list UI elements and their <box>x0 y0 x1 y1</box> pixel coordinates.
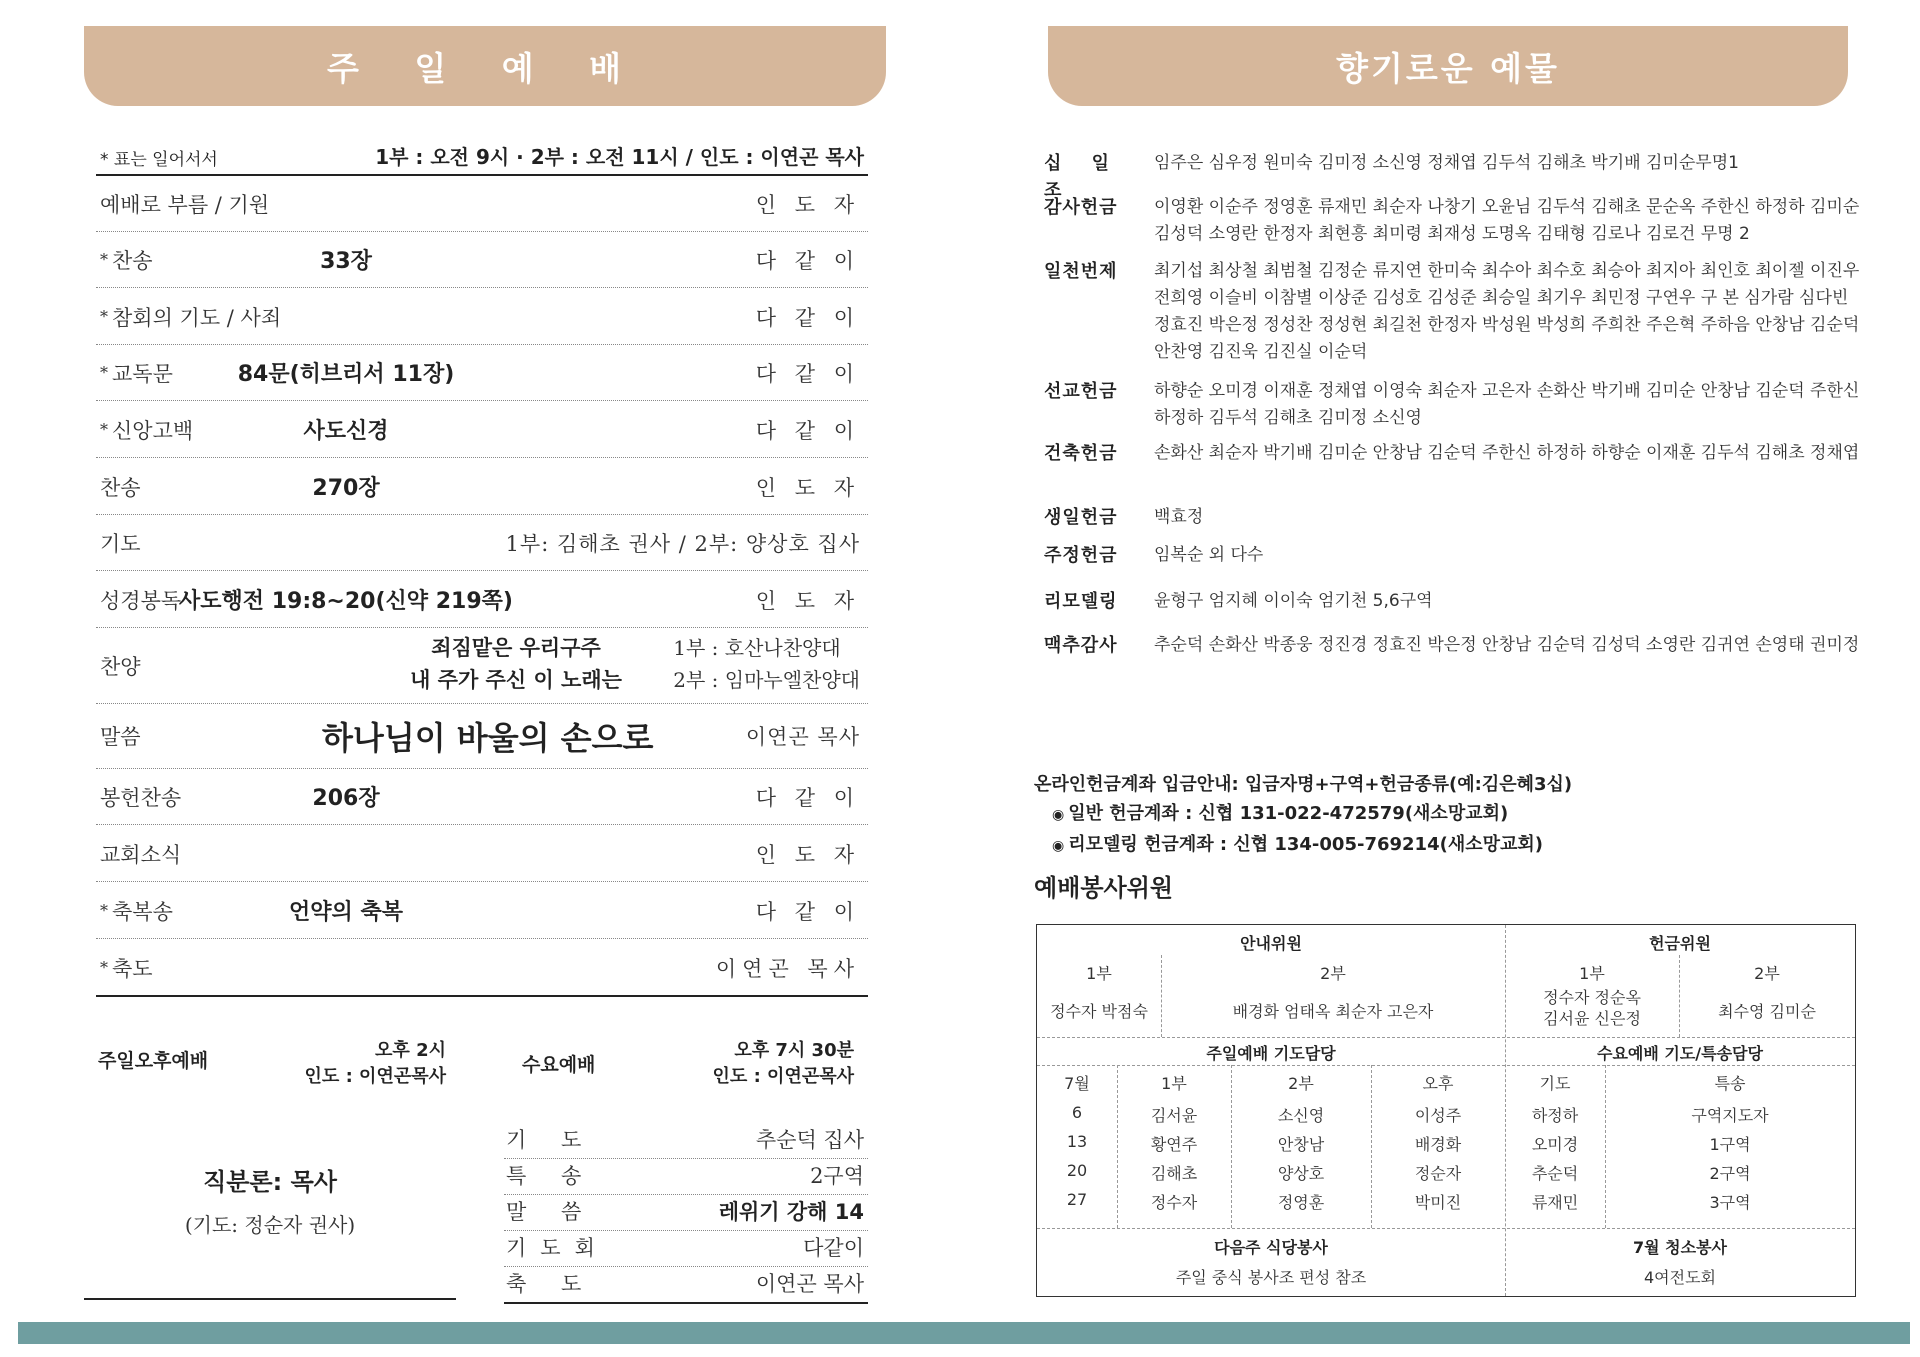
order-row <box>96 176 868 232</box>
standing-mark-icon: * <box>100 420 108 439</box>
order-leader: 인 도 자 <box>755 475 860 500</box>
schedule-cell: 소신영 <box>1277 1106 1325 1125</box>
offering-label: 생일헌금 <box>1044 507 1118 528</box>
standing-mark-icon: * <box>100 958 108 977</box>
schedule-cell: 20 <box>1066 1161 1088 1180</box>
offering-header: 헌금위원 <box>1649 934 1711 953</box>
order-detail: 84문(히브리서 11장) <box>237 362 455 387</box>
sermon-preacher: 이연곤 목사 <box>745 725 860 749</box>
order-leader: 1부: 김해초 권사 / 2부: 양상호 집사 <box>505 531 860 556</box>
prayer-header: 주일예배 기도담당 <box>1206 1044 1336 1063</box>
offering-names: 백효정 <box>1154 507 1204 527</box>
usher-part2-label: 2부 <box>1320 964 1346 983</box>
order-label: * 교독문 <box>100 361 173 386</box>
order-leader: 다 같 이 <box>755 305 860 330</box>
schedule-col-header: 7월 <box>1064 1074 1090 1093</box>
afternoon-service-time: 오후 2시 <box>375 1040 446 1061</box>
schedule-cell: 배경화 <box>1414 1135 1462 1154</box>
order-label: 기도 <box>100 531 141 556</box>
schedule-cell: 27 <box>1066 1190 1088 1209</box>
schedule-cell: 이성주 <box>1414 1106 1462 1125</box>
schedule-cell: 하정하 <box>1531 1106 1579 1125</box>
bullet-icon: ◉ <box>1052 838 1065 854</box>
schedule-cell: 정영훈 <box>1277 1193 1325 1212</box>
order-label: 찬송 <box>100 475 141 500</box>
divider <box>84 1298 456 1300</box>
order-label: 성경봉독 <box>100 588 182 613</box>
order-detail: 33장 <box>320 249 372 274</box>
usher-part1-label: 1부 <box>1086 964 1112 983</box>
volunteer-table <box>1036 924 1856 1297</box>
offering-label: 감사헌금 <box>1044 197 1118 218</box>
offering-label: 선교헌금 <box>1044 381 1118 402</box>
offering-label: 일천번제 <box>1044 261 1118 282</box>
schedule-cell: 김서윤 <box>1150 1106 1198 1125</box>
usher-header: 안내위원 <box>1240 934 1302 953</box>
sermon-series <box>84 1162 456 1238</box>
wednesday-row-value: 다같이 <box>803 1236 864 1260</box>
schedule-cell: 양상호 <box>1277 1164 1325 1183</box>
clean-header: 7월 청소봉사 <box>1633 1238 1727 1257</box>
schedule-cell: 구역지도자 <box>1691 1106 1769 1125</box>
offering-names: 이영환 이순주 정영훈 류재민 최순자 나창기 오윤님 김두석 김해초 문순옥 주한신 하정하 김미순 김성덕 소영란 한정자 최현흥 최미령 최재성 도명옥 김태형 김로나 김로건 무명 2 <box>1154 197 1860 244</box>
wednesday-row-value: 레위기 강해 14 <box>718 1200 864 1224</box>
order-leader: 다 같 이 <box>755 361 860 386</box>
order-label: 교회소식 <box>100 842 182 867</box>
schedule-cell: 13 <box>1066 1132 1088 1151</box>
afternoon-service-leader: 인도 : 이연곤목사 <box>304 1066 446 1087</box>
order-row <box>96 769 868 825</box>
order-row <box>96 459 868 515</box>
order-leader: 인 도 자 <box>755 192 860 217</box>
wednesday-row-label: 기 도 <box>506 1128 596 1152</box>
schedule-cell: 정순자 <box>1414 1164 1462 1183</box>
offering-names: 추순덕 손화산 박종웅 정진경 정효진 박은정 안창남 김순덕 김성덕 소영란 김귀연 손영태 권미정 <box>1154 635 1860 655</box>
offering-label: 십 일 조 <box>1044 153 1122 201</box>
order-label: 예배로 부름 / 기원 <box>100 192 270 217</box>
wednesday-row-value: 추순덕 집사 <box>755 1128 864 1152</box>
wednesday-row-label: 축 도 <box>506 1272 596 1296</box>
offering-label: 맥추감사 <box>1044 635 1118 656</box>
anthem-row <box>96 628 868 704</box>
schedule-cell: 류재민 <box>1531 1193 1579 1212</box>
schedule-cell: 1구역 <box>1709 1135 1751 1154</box>
service-times: 1부 : 오전 9시 · 2부 : 오전 11시 / 인도 : 이연곤 목사 <box>375 145 864 169</box>
order-row <box>96 289 868 345</box>
standing-mark-icon: * <box>100 363 108 382</box>
wednesday-row <box>504 1158 868 1195</box>
order-leader: 이연곤 목사 <box>715 956 860 981</box>
afternoon-service-name: 주일오후예배 <box>98 1050 209 1072</box>
order-label: 말씀 <box>100 725 141 749</box>
wednesday-row <box>504 1230 868 1267</box>
order-detail: 270장 <box>312 476 380 501</box>
standing-note: * 표는 일어서서 <box>100 150 218 170</box>
order-detail: 사도행전 19:8~20(신약 219쪽) <box>179 589 513 614</box>
schedule-cell: 추순덕 <box>1531 1164 1579 1183</box>
clean-value: 4여전도회 <box>1643 1268 1716 1287</box>
order-row <box>96 232 868 288</box>
order-row <box>96 515 868 571</box>
wednesday-service-time: 오후 7시 30분 <box>734 1040 854 1061</box>
offering-names: 하향순 오미경 이재훈 정채엽 이영숙 최순자 고은자 손화산 박기배 김미순 안창남 김순덕 주한신 하정하 김두석 김해초 김미정 소신영 <box>1154 381 1860 428</box>
schedule-cell: 안창남 <box>1277 1135 1325 1154</box>
bullet-icon: ◉ <box>1052 807 1065 823</box>
order-row <box>96 940 868 997</box>
order-label: 봉헌찬송 <box>100 785 182 810</box>
order-row <box>96 883 868 939</box>
offering-label: 건축헌금 <box>1044 443 1118 464</box>
standing-mark-icon: * <box>100 901 108 920</box>
account-remodel: ◉ 리모델링 헌금계좌 : 신협 134-005-769214(새소망교회) <box>1052 834 1543 855</box>
wednesday-row-value: 이연곤 목사 <box>755 1272 864 1296</box>
service-time-row <box>96 140 868 176</box>
order-leader: 다 같 이 <box>755 248 860 273</box>
order-leader: 다 같 이 <box>755 899 860 924</box>
offering-part2-names: 최수영 김미순 <box>1718 1002 1816 1021</box>
standing-mark-icon: * <box>100 250 108 269</box>
wednesday-row <box>504 1266 868 1304</box>
offering-names: 최기섭 최상철 최범철 김정순 류지연 한미숙 최수아 최수호 최승아 최지아 최인호 최이젤 이진우 전희영 이슬비 이참별 이상준 김성호 김성준 최승일 최기우 최민정 구연우 구 본 심가람 심다빈 정효진 박은정 정성찬 정성현 최길천 한정자 박성원 박성희 주희찬 주은혁 주하음 안창남 김순덕 안찬영 김진욱 김진실 이순덕 <box>1154 261 1860 362</box>
sermon-series-note: (기도: 정순자 권사) <box>184 1213 356 1237</box>
account-intro: 온라인헌금계좌 입금안내: 입금자명+구역+헌금종류(예:김은혜3십) <box>1034 774 1573 795</box>
order-detail: 사도신경 <box>303 419 389 444</box>
schedule-cell: 3구역 <box>1709 1193 1751 1212</box>
order-row <box>96 345 868 401</box>
offering-names: 손화산 최순자 박기배 김미순 안창남 김순덕 주한신 하정하 하향순 이재훈 김두석 김해초 정채엽 <box>1154 443 1860 463</box>
wednesday-row <box>504 1194 868 1231</box>
wednesday-row-label: 기도회 <box>506 1236 609 1260</box>
sermon-row <box>96 704 868 769</box>
offering-part1-names: 정수자 정순옥 김서윤 신은정 <box>1543 988 1641 1028</box>
offering-part1-label: 1부 <box>1579 964 1605 983</box>
wednesday-row <box>504 1122 868 1159</box>
anthem-choirs: 1부 : 호산나찬양대 2부 : 임마누엘찬양대 <box>673 636 860 692</box>
offerings-banner: 향기로운 예물 <box>1048 26 1848 106</box>
offering-names: 윤형구 엄지혜 이이숙 엄기천 5,6구역 <box>1154 591 1433 611</box>
offering-label: 주정헌금 <box>1044 545 1118 566</box>
footer-band <box>18 1322 1910 1344</box>
schedule-col-header: 기도 <box>1539 1074 1571 1093</box>
meal-value: 주일 중식 봉사조 편성 참조 <box>1175 1268 1367 1287</box>
order-leader: 인 도 자 <box>755 842 860 867</box>
volunteer-title: 예배봉사위원 <box>1034 874 1174 902</box>
order-label: * 참회의 기도 / 사죄 <box>100 305 282 330</box>
schedule-cell: 황연주 <box>1150 1135 1198 1154</box>
account-info <box>1034 770 1572 861</box>
order-detail: 206장 <box>312 786 380 811</box>
schedule-cell: 6 <box>1071 1103 1083 1122</box>
wednesday-service-leader: 인도 : 이연곤목사 <box>712 1066 854 1087</box>
schedule-col-header: 1부 <box>1161 1074 1187 1093</box>
wednesday-service-name: 수요예배 <box>522 1054 596 1076</box>
schedule-col-header: 오후 <box>1422 1074 1454 1093</box>
schedule-col-header: 2부 <box>1288 1074 1314 1093</box>
schedule-cell: 2구역 <box>1709 1164 1751 1183</box>
wed-prayer-header: 수요예배 기도/특송담당 <box>1597 1044 1763 1063</box>
schedule-cell: 김해초 <box>1150 1164 1198 1183</box>
sunday-worship-banner: 주 일 예 배 <box>84 26 886 106</box>
offering-part2-label: 2부 <box>1754 964 1780 983</box>
order-row <box>96 402 868 458</box>
offering-names: 임주은 심우정 원미숙 김미정 소신영 정채엽 김두석 김해초 박기배 김미순무명1 <box>1154 153 1739 173</box>
order-leader: 인 도 자 <box>755 588 860 613</box>
schedule-cell: 오미경 <box>1531 1135 1579 1154</box>
order-row <box>96 826 868 882</box>
schedule-cell: 정수자 <box>1150 1193 1198 1212</box>
usher-part2-names: 배경화 엄태옥 최순자 고은자 <box>1232 1002 1434 1021</box>
wednesday-row-label: 특 송 <box>506 1164 596 1188</box>
schedule-cell: 박미진 <box>1414 1193 1462 1212</box>
sermon-series-title: 직분론: 목사 <box>203 1168 337 1196</box>
wednesday-row-label: 말 씀 <box>506 1200 596 1224</box>
order-label: 찬양 <box>100 654 141 679</box>
order-label: * 찬송 <box>100 248 153 273</box>
order-detail: 언약의 축복 <box>289 900 403 925</box>
order-label: * 축도 <box>100 956 153 981</box>
sermon-title: 하나님이 바울의 손으로 <box>322 719 654 757</box>
order-label: * 축복송 <box>100 899 173 924</box>
anthem-songs: 죄짐맡은 우리구주 내 주가 주신 이 노래는 <box>410 636 622 692</box>
order-label: * 신앙고백 <box>100 418 194 443</box>
offering-names: 임복순 외 다수 <box>1154 545 1264 565</box>
order-leader: 다 같 이 <box>755 418 860 443</box>
meal-header: 다음주 식당봉사 <box>1214 1238 1328 1257</box>
order-row <box>96 572 868 628</box>
order-leader: 다 같 이 <box>755 785 860 810</box>
offering-label: 리모델링 <box>1044 591 1118 612</box>
wednesday-row-value: 2구역 <box>810 1164 864 1188</box>
standing-mark-icon: * <box>100 307 108 326</box>
schedule-col-header: 특송 <box>1714 1074 1746 1093</box>
usher-part1-names: 정수자 박점숙 <box>1050 1002 1148 1021</box>
account-general: ◉ 일반 헌금계좌 : 신협 131-022-472579(새소망교회) <box>1052 803 1509 824</box>
